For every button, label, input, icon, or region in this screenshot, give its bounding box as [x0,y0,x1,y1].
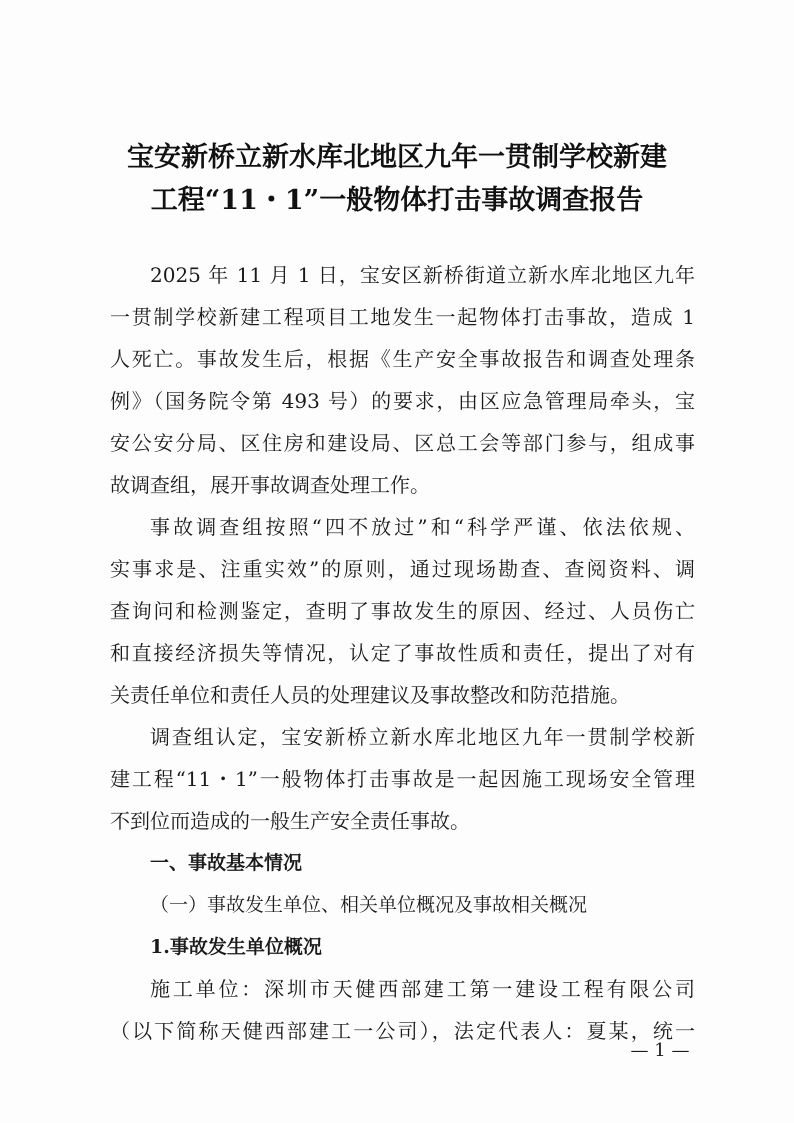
section-heading: 一、事故基本情况 [150,852,303,874]
paragraph-1-line: 例》（国务院令第 493 号）的要求，由区应急管理局牵头，宝 [110,389,695,413]
report-title [90,136,704,222]
paragraph-1-line: 一贯制学校新建工程项目工地发生一起物体打击事故，造成 1 [110,305,695,329]
paragraph-2-line: 查询问和检测鉴定，查明了事故发生的原因、经过、人员伤亡 [110,599,695,623]
paragraph-2-line: 实事求是、注重实效”的原则，通过现场勘查、查阅资料、调 [110,557,695,581]
paragraph-2-line: 事故调查组按照“四不放过”和“科学严谨、依法依规、 [150,515,695,539]
page-number: — 1 — [630,1040,690,1061]
paragraph-4-line: 施工单位：深圳市天健西部建工第一建设工程有限公司 [150,977,695,1001]
paragraph-4-line: （以下简称天健西部建工一公司），法定代表人：夏某，统一 [110,1019,695,1043]
paragraph-2-line: 和直接经济损失等情况，认定了事故性质和责任，提出了对有 [110,641,695,665]
paragraph-1-line: 安公安分局、区住房和建设局、区总工会等部门参与，组成事 [110,431,695,455]
paragraph-3-line: 调查组认定，宝安新桥立新水库北地区九年一贯制学校新 [150,725,695,749]
title-line-2: 工程“11・1”一般物体打击事故调查报告 [150,185,644,216]
paragraph-3-line: 建工程“11・1”一般物体打击事故是一起因施工现场安全管理 [110,767,695,791]
paragraph-1-line: 人死亡。事故发生后，根据《生产安全事故报告和调查处理条 [110,347,695,371]
paragraph-3-line: 不到位而造成的一般生产安全责任事故。 [110,809,470,833]
paragraph-1-line: 2025 年 11 月 1 日，宝安区新桥街道立新水库北地区九年 [150,263,695,287]
item-heading: 1.事故发生单位概况 [150,936,322,958]
title-line-1: 宝安新桥立新水库北地区九年一贯制学校新建 [127,142,667,173]
paragraph-2-line: 关责任单位和责任人员的处理建议及事故整改和防范措施。 [110,683,630,707]
report-body [110,254,695,1052]
paragraph-1-line: 故调查组，展开事故调查处理工作。 [110,473,430,497]
subsection-heading: （一）事故发生单位、相关单位概况及事故相关概况 [150,894,588,916]
